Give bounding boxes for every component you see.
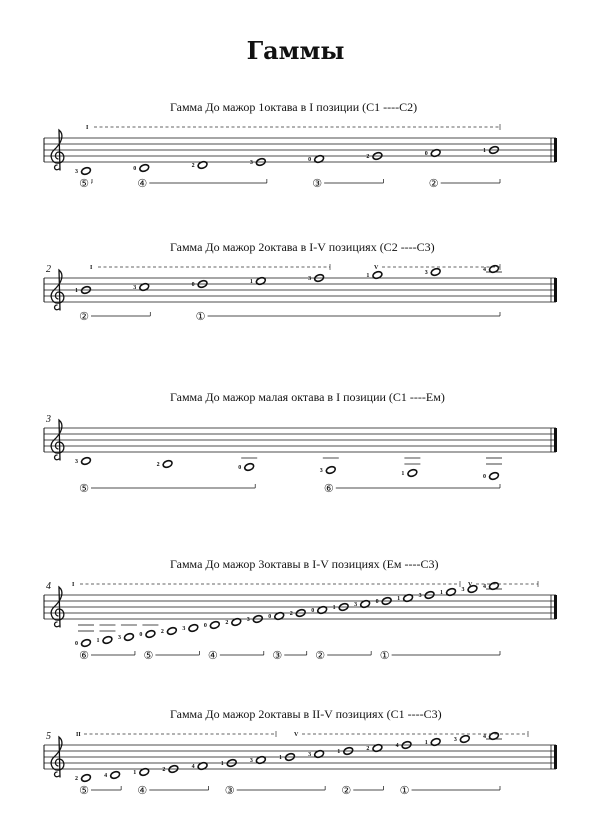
system-title: Гамма До мажор 3октавы в I-V позициях (Ем ----С3) bbox=[170, 557, 439, 571]
finger-number: 4 bbox=[483, 584, 486, 590]
position-bracket bbox=[76, 731, 276, 738]
finger-number: 2 bbox=[225, 620, 229, 626]
finger-number: 2 bbox=[156, 462, 160, 468]
finger-number: 0 bbox=[133, 166, 137, 172]
note bbox=[483, 732, 502, 741]
finger-number: 3 bbox=[182, 626, 186, 632]
finger-number: 4 bbox=[395, 743, 399, 749]
finger-number: 2 bbox=[191, 163, 195, 169]
finger-number: 3 bbox=[354, 602, 358, 608]
position-label: V bbox=[294, 732, 299, 738]
finger-number: 1 bbox=[401, 471, 405, 477]
finger-number: 1 bbox=[424, 740, 428, 746]
string-number: ② bbox=[315, 650, 326, 662]
string-number: ④ bbox=[137, 178, 148, 190]
string-number: ⑥ bbox=[323, 483, 334, 495]
system-number: 5 bbox=[46, 731, 51, 742]
string-number: ⑤ bbox=[79, 178, 89, 190]
finger-number: 1 bbox=[483, 148, 486, 154]
position-label: I bbox=[90, 265, 93, 271]
system-number: 3 bbox=[46, 414, 51, 425]
finger-number: 0 bbox=[268, 614, 272, 620]
string-number: ⑤ bbox=[79, 483, 89, 495]
finger-number: 3 bbox=[117, 635, 121, 641]
system-title: Гамма До мажор 2октава в I-V позициях (С2 ----С3) bbox=[170, 240, 435, 254]
final-barline-thick bbox=[554, 745, 557, 769]
note-head bbox=[110, 771, 121, 780]
position-bracket bbox=[294, 731, 528, 738]
string-number: ⑤ bbox=[79, 785, 89, 797]
finger-number: 1 bbox=[249, 279, 253, 285]
note-head bbox=[81, 774, 92, 783]
finger-number: 1 bbox=[279, 755, 282, 761]
note bbox=[104, 771, 120, 780]
finger-number: 3 bbox=[246, 617, 250, 623]
finger-number: 2 bbox=[160, 629, 164, 635]
finger-number: 2 bbox=[162, 767, 166, 773]
finger-number: 4 bbox=[191, 764, 195, 770]
string-number: ① bbox=[399, 785, 410, 797]
position-label: V bbox=[374, 265, 379, 271]
finger-number: 3 bbox=[453, 737, 457, 743]
finger-number: 0 bbox=[308, 157, 312, 163]
string-number: ① bbox=[379, 650, 390, 662]
finger-number: 0 bbox=[311, 608, 315, 614]
string-indication bbox=[341, 785, 383, 797]
finger-number: 3 bbox=[461, 587, 465, 593]
finger-number: 0 bbox=[203, 623, 207, 629]
string-number: ⑤ bbox=[143, 650, 154, 662]
position-label: I bbox=[72, 582, 75, 588]
position-label: II bbox=[76, 732, 81, 738]
system-title: Гамма До мажор 2октавы в II-V позициях (С1 ----С3) bbox=[170, 707, 442, 721]
system-number: 4 bbox=[46, 581, 51, 592]
finger-number: 2 bbox=[289, 611, 293, 617]
string-number: ④ bbox=[207, 650, 218, 662]
finger-number: 4 bbox=[483, 267, 486, 273]
finger-number: 3 bbox=[75, 169, 78, 175]
note bbox=[454, 735, 470, 744]
string-indication bbox=[400, 785, 500, 797]
finger-number: 1 bbox=[332, 605, 336, 611]
finger-number: 3 bbox=[133, 285, 137, 291]
page-title: Гаммы bbox=[246, 36, 345, 65]
finger-number: 4 bbox=[104, 773, 108, 779]
finger-number: 3 bbox=[319, 468, 323, 474]
string-indication bbox=[225, 785, 325, 797]
system-title: Гамма До мажор малая октава в I позиции (С1 ----Ем) bbox=[170, 390, 445, 404]
finger-number: 1 bbox=[397, 596, 401, 602]
finger-number: 1 bbox=[220, 761, 224, 767]
finger-number: 3 bbox=[424, 270, 428, 276]
string-number: ③ bbox=[224, 785, 235, 797]
finger-number: 3 bbox=[308, 276, 312, 282]
finger-number: 2 bbox=[366, 746, 370, 752]
finger-number: 3 bbox=[249, 758, 253, 764]
string-indication bbox=[79, 785, 121, 797]
finger-number: 3 bbox=[308, 752, 312, 758]
finger-number: 0 bbox=[75, 641, 78, 647]
finger-number: 0 bbox=[191, 282, 195, 288]
finger-number: 3 bbox=[75, 459, 78, 465]
string-number: ② bbox=[428, 178, 439, 190]
string-number: ② bbox=[341, 785, 352, 797]
finger-number: 1 bbox=[337, 749, 341, 755]
string-number: ③ bbox=[272, 650, 283, 662]
finger-number: 1 bbox=[75, 288, 78, 294]
finger-number: 1 bbox=[440, 590, 444, 596]
finger-number: 0 bbox=[483, 474, 486, 480]
system-number: 2 bbox=[46, 264, 51, 275]
note-head bbox=[459, 735, 470, 744]
finger-number: 1 bbox=[366, 273, 370, 279]
string-number: ② bbox=[79, 311, 89, 323]
string-number: ① bbox=[195, 311, 206, 323]
position-label: I bbox=[86, 125, 89, 131]
position-label: V bbox=[468, 582, 473, 588]
string-number: ④ bbox=[137, 785, 148, 797]
finger-number: 1 bbox=[133, 770, 137, 776]
finger-number: 1 bbox=[96, 638, 100, 644]
finger-number: 2 bbox=[75, 776, 78, 782]
finger-number: 2 bbox=[366, 154, 370, 160]
finger-number: 3 bbox=[418, 593, 422, 599]
string-number: ⑥ bbox=[79, 650, 89, 662]
finger-number: 3 bbox=[249, 160, 253, 166]
system-title: Гамма До мажор 1октава в I позиции (С1 ----С2) bbox=[170, 100, 418, 114]
finger-number: 0 bbox=[139, 632, 143, 638]
finger-number: 0 bbox=[375, 599, 379, 605]
finger-number: 0 bbox=[424, 151, 428, 157]
note bbox=[75, 774, 91, 783]
string-indication bbox=[137, 785, 208, 797]
finger-number: 4 bbox=[483, 734, 486, 740]
string-number: ③ bbox=[312, 178, 323, 190]
finger-number: 0 bbox=[238, 465, 242, 471]
